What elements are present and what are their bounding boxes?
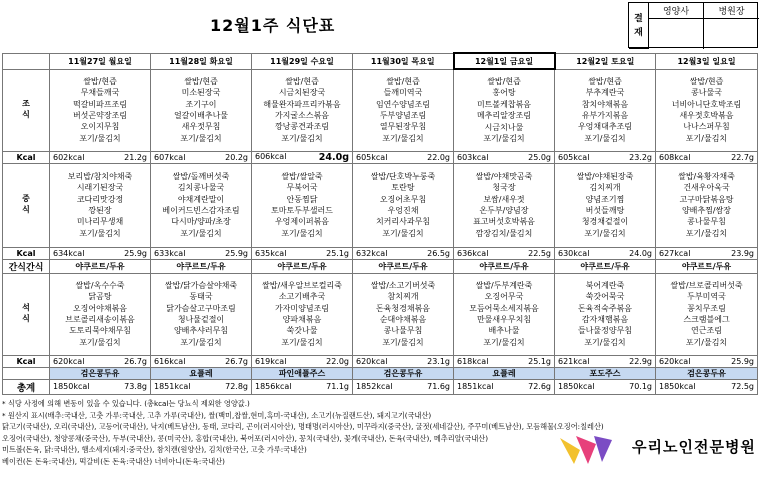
kcal-value: 603kcal (457, 152, 489, 162)
kcal-value: 618kcal (457, 356, 489, 366)
menu-item: 들나물정양무침 (577, 326, 633, 336)
hospital-logo-icon (556, 432, 626, 468)
menu-item: 토란탕 (391, 183, 415, 193)
protein-value: 25.1g (528, 356, 551, 366)
menu-item: 새우젓무침 (181, 122, 221, 132)
kcal-cell (50, 355, 151, 367)
total-protein: 72.5g (731, 382, 754, 391)
hospital-logo (556, 430, 756, 470)
kcal-value: 636kcal (457, 248, 489, 258)
menu-item: 우엉채대추조림 (577, 122, 633, 132)
approval-sign-dietitian[interactable] (649, 19, 704, 49)
protein-value: 22.5g (528, 248, 551, 258)
kcal-label: Kcal (3, 247, 50, 259)
menu-item: 오이지무침 (80, 122, 120, 132)
menu-item: 오징어무국 (484, 292, 524, 302)
approval-sign-director[interactable] (704, 19, 759, 49)
breakfast-cell (252, 69, 353, 151)
menu-item: 보리밥/참치야채죽 (67, 171, 133, 181)
total-kcal: 1851kcal (154, 382, 191, 391)
drink-cell: 포도주스 (555, 367, 656, 379)
total-cell (454, 379, 555, 394)
total-kcal: 1856kcal (255, 382, 292, 391)
kcal-value: 632kcal (356, 248, 388, 258)
day-header: 11월29일 수요일 (252, 53, 353, 69)
total-cell (50, 379, 151, 394)
protein-value: 25.9g (731, 356, 754, 366)
dinner-cell (151, 273, 252, 355)
menu-item: 포기/물김치 (79, 228, 121, 238)
dinner-label: 석식 (3, 273, 50, 355)
breakfast-cell (454, 69, 555, 151)
menu-item: 버섯들깨탕 (585, 206, 625, 215)
protein-value: 25.0g (528, 152, 551, 162)
protein-value: 26.5g (427, 248, 450, 258)
menu-item: 무북어국 (286, 183, 318, 193)
menu-item: 포기/물김치 (281, 337, 323, 347)
menu-item: 떡갈비파프조림 (72, 99, 128, 109)
menu-item: 포기/물김치 (79, 337, 121, 347)
protein-value: 21.2g (124, 152, 147, 162)
total-cell (555, 379, 656, 394)
drink-cell: 파인애플주스 (252, 367, 353, 379)
kcal-value: 602kcal (53, 152, 85, 162)
footnote-line: * 식당 사정에 의해 변동이 있을 수 있습니다. (총kcal는 당뇨식 제외한 영양값.) (2, 399, 250, 408)
menu-item: 쌀밥/현즙 (83, 76, 117, 86)
menu-item: 돈육적숙주볶음 (577, 303, 633, 313)
protein-value: 23.9g (731, 248, 754, 258)
protein-value: 26.7g (225, 356, 248, 366)
menu-item: 쌀밥/현즙 (386, 76, 420, 86)
lunch-cell (454, 163, 555, 247)
total-kcal: 1850kcal (659, 382, 696, 391)
breakfast-cell (555, 69, 656, 151)
kcal-value: 620kcal (659, 356, 691, 366)
day-header: 12월3일 일요일 (656, 53, 758, 69)
menu-item: 미소된장국 (181, 88, 221, 98)
hospital-name: 우리노인전문병원 (632, 438, 756, 456)
kcal-cell (151, 355, 252, 367)
menu-item: 쌀밥/야채된장죽 (576, 171, 634, 181)
total-label: 총계 (3, 379, 50, 394)
kcal-cell (656, 151, 758, 163)
menu-item: 오징어초무침 (379, 194, 427, 204)
menu-item: 만물새우무치침 (476, 315, 532, 324)
breakfast-label: 조식 (3, 69, 50, 151)
total-cell (151, 379, 252, 394)
menu-item: 깡낭콩견과조림 (274, 122, 330, 132)
drink-cell: 검은콩두유 (656, 367, 758, 379)
footnote-line: * 원산지 표시(배추:국내산, 고춧 가루:국내산, 고추 가루(국내산), 쌀(백미,찹쌀,현미,흑미-국내산), 소고기(뉴질랜드산), 돼지고기(국내산) (2, 410, 432, 420)
protein-value: 24.0g (629, 248, 652, 258)
approval-label-top: 결 (634, 13, 643, 24)
lunch-cell (555, 163, 656, 247)
protein-value: 25.1g (326, 248, 349, 258)
kcal-cell (454, 355, 555, 367)
protein-value: 24.0g (318, 151, 349, 163)
menu-item: 쌀밥/야채맛곰죽 (475, 171, 533, 181)
snack-row (3, 259, 758, 273)
kcal-value: 633kcal (154, 248, 186, 258)
breakfast-cell (151, 69, 252, 151)
kcal-value: 608kcal (659, 152, 691, 162)
menu-item: 쌀밥/옥수수죽 (75, 280, 125, 290)
menu-item: 소고기배추국 (278, 292, 326, 302)
snack-cell: 야쿠르트/두유 (656, 259, 758, 273)
kcal-value: 605kcal (558, 152, 590, 162)
protein-value: 25.9g (225, 248, 248, 258)
kcal-cell (353, 355, 454, 367)
menu-item: 배추나물 (488, 326, 520, 336)
snack-cell: 야쿠르트/두유 (252, 259, 353, 273)
menu-item: 얼갈이배추나물 (173, 111, 229, 120)
lunch-row (3, 163, 758, 247)
protein-value: 22.0g (427, 152, 450, 162)
breakfast_kcal-row (3, 151, 758, 163)
menu-item: 미트볼케찹볶음 (476, 99, 532, 109)
menu-item: 쌀밥/단호박누룽죽 (370, 171, 436, 181)
menu-item: 브로콜리새송이볶음 (65, 315, 135, 324)
kcal-cell (252, 355, 353, 367)
kcal-cell (252, 247, 353, 259)
total-kcal: 1852kcal (356, 382, 393, 391)
menu-item: 포기/물김치 (483, 337, 525, 347)
menu-item: 쌀밥/현즙 (184, 76, 218, 86)
total-protein: 71.1g (326, 382, 349, 391)
lunch-label: 중식 (3, 163, 50, 247)
kcal-value: 621kcal (558, 356, 590, 366)
menu-item: 양배추샤러무침 (173, 326, 229, 336)
snack-cell: 야쿠르트/두유 (353, 259, 454, 273)
menu-item: 해물완자파프리카볶음 (263, 99, 341, 109)
menu-item: 쌀밥/현즙 (487, 77, 521, 87)
menu-item: 스크램블에그 (683, 315, 730, 324)
menu-item: 포기/물김치 (281, 133, 323, 143)
menu-item: 포기/물김치 (180, 337, 222, 347)
menu-item: 토마토두부샐러드 (271, 206, 333, 215)
menu-item: 포기/물김치 (685, 133, 728, 143)
total-cell (252, 379, 353, 394)
breakfast-row (3, 69, 758, 151)
menu-item: 깜장김치/물김치 (475, 228, 533, 238)
menu-item: 연근조림 (691, 326, 722, 336)
kcal-cell (555, 151, 656, 163)
breakfast-cell (656, 69, 758, 151)
menu-item: 쌀밥/소고기버섯죽 (370, 280, 436, 290)
menu-item: 쌀밥/브로콜리버섯죽 (670, 280, 743, 290)
lunch-cell (151, 163, 252, 247)
menu-item: 홍어탕 (492, 88, 516, 98)
menu-item: 청경채겉절이 (581, 217, 629, 227)
menu-item: 감자채햄볶음 (581, 315, 629, 324)
protein-value: 22.9g (629, 356, 652, 366)
footnote-line: 오징어(국내산), 청양콩채(중국산), 두부(국내산), 콩(미국산), 홍합(국내산), 북어포(러시아산), 꽁치(국내산), 꽃게(국내산), 돈육(국내산), 메추리알(국내산) (2, 433, 489, 443)
lunch-cell (656, 163, 758, 247)
total-protein: 72.8g (225, 382, 248, 391)
lunch-cell (353, 163, 454, 247)
menu-item: 나나스퍼무침 (683, 122, 730, 132)
menu-item: 콩나물무침 (687, 217, 726, 227)
dinner-cell (555, 273, 656, 355)
menu-table (2, 52, 758, 395)
menu-item: 보쌈/새우젓 (483, 194, 525, 204)
total-protein: 73.8g (124, 382, 147, 391)
menu-item: 쌀밥/닭가슴살야채죽 (164, 280, 238, 290)
menu-item: 양파채볶음 (282, 315, 322, 324)
menu-item: 포기/물김치 (685, 337, 728, 347)
menu-item: 건새우아욱국 (683, 183, 730, 193)
menu-item: 김치찌개 (589, 183, 621, 193)
menu-item: 다시마/양파/초장 (171, 217, 231, 227)
dinner_kcal-row (3, 355, 758, 367)
approval-label-bottom: 재 (634, 27, 643, 38)
menu-item: 콩나물무침 (383, 326, 423, 336)
menu-item: 무채들깨국 (80, 88, 120, 98)
approval-col-director: 병원장 (704, 3, 759, 19)
drink-cell: 검은콩두유 (50, 367, 151, 379)
menu-item: 쌀밥/쌀알죽 (281, 171, 323, 181)
dinner-row (3, 273, 758, 355)
menu-item: 동태국 (189, 292, 213, 302)
menu-item: 안동찜닭 (286, 194, 318, 204)
menu-item: 두부양념조림 (379, 111, 427, 120)
menu-item: 쌀밥/현즙 (689, 76, 724, 86)
menu-item: 꽁치무조림 (687, 303, 726, 313)
menu-item: 포기/물김치 (584, 337, 626, 347)
menu-item: 오징어야채볶음 (72, 303, 128, 313)
menu-item: 열무된장무침 (379, 122, 427, 132)
lunch_kcal-row (3, 247, 758, 259)
menu-item: 포기/물김치 (79, 133, 121, 143)
menu-item: 부추계란국 (585, 88, 625, 98)
protein-value: 23.1g (427, 356, 450, 366)
menu-item: 새우젓호박볶음 (679, 111, 734, 120)
kcal-cell (50, 151, 151, 163)
kcal-cell (454, 151, 555, 163)
kcal-value: 620kcal (356, 356, 388, 366)
day-header: 12월2일 토요일 (555, 53, 656, 69)
kcal-cell (252, 151, 353, 163)
dinner-cell (454, 273, 555, 355)
protein-value: 25.9g (124, 248, 147, 258)
dinner-cell (252, 273, 353, 355)
menu-item: 우엉제이퍼볶음 (274, 217, 330, 227)
menu-item: 포기/물김치 (483, 134, 525, 144)
kcal-value: 619kcal (255, 356, 287, 366)
day-header: 11월30일 목요일 (353, 53, 454, 69)
protein-value: 23.2g (629, 152, 652, 162)
menu-item: 북어계란죽 (585, 280, 625, 290)
menu-item: 유부가지볶음 (581, 111, 629, 120)
menu-item: 쑥갓나물 (286, 326, 318, 336)
approval-col-dietitian: 영양사 (649, 3, 704, 19)
breakfast-cell (50, 69, 151, 151)
kcal-cell (656, 355, 758, 367)
day-header: 11월27일 월요일 (50, 53, 151, 69)
total-kcal: 1851kcal (457, 382, 494, 391)
footnote-line: 닭고기(국내산), 오리(국내산), 고등어(국내산), 낙지(베트남산), 동태, 코다리, 곤이(러시아산), 명태명(러시아산), 미꾸라지(중국산), 굴젓(세네갈산), 주꾸미(베트남산), 모듬해물(오징어:칠레산) (2, 422, 604, 432)
menu-item: 야채계란말이 (177, 194, 225, 204)
menu-item: 포기/물김치 (281, 228, 323, 238)
total-protein: 72.6g (528, 382, 551, 391)
menu-item: 쌀밥/두부계란죽 (475, 280, 533, 290)
menu-item: 시금치된장국 (278, 88, 326, 98)
kcal-value: 607kcal (154, 152, 186, 162)
day-header: 11월28일 화요일 (151, 53, 252, 69)
menu-item: 깡된장 (88, 206, 112, 215)
drink-row (3, 367, 758, 379)
total-kcal: 1850kcal (558, 382, 595, 391)
kcal-cell (353, 151, 454, 163)
menu-item: 들깨미역국 (383, 88, 423, 98)
menu-item: 포기/물김치 (382, 133, 424, 143)
kcal-value: 620kcal (53, 356, 85, 366)
kcal-value: 616kcal (154, 356, 186, 366)
menu-item: 양념조기찜 (585, 194, 625, 204)
kcal-label: Kcal (3, 355, 50, 367)
menu-item: 쑥갓어묵국 (585, 292, 625, 302)
day-header-row (3, 53, 758, 69)
kcal-cell (151, 247, 252, 259)
menu-item: 순대야채볶음 (379, 315, 427, 324)
menu-item: 포기/물김치 (584, 228, 626, 238)
footnotes (2, 398, 604, 468)
kcal-value: 605kcal (356, 152, 388, 162)
menu-item: 참치야채볶음 (581, 99, 629, 109)
menu-item: 시금치나물 (484, 122, 524, 132)
drink-cell: 요플레 (151, 367, 252, 379)
menu-item: 포기/물김치 (180, 228, 222, 238)
menu-item: 메추리알장조림 (476, 111, 532, 121)
menu-item: 참치찌개 (387, 292, 419, 302)
menu-item: 양배추찜/쌈장 (681, 206, 732, 215)
kcal-cell (50, 247, 151, 259)
lunch-cell (252, 163, 353, 247)
day-header: 12월1일 금요일 (454, 53, 555, 69)
kcal-value: 630kcal (558, 248, 590, 258)
snack-cell: 야쿠르트/두유 (50, 259, 151, 273)
footnote-line: 베이컨(돈 돈육:국내산), 떡갈비(돈 돈육:국내산) 너비아니(돈육:국내산) (2, 456, 225, 466)
menu-item: 도토리묵야채무침 (69, 326, 131, 336)
kcal-cell (454, 247, 555, 259)
total-protein: 70.1g (629, 382, 652, 391)
total-kcal: 1850kcal (53, 382, 90, 391)
approval-label (629, 3, 649, 49)
breakfast-cell (353, 69, 454, 151)
menu-item: 베이커드빈스감자조림 (162, 206, 240, 215)
menu-item: 김치콩나물국 (177, 183, 225, 193)
menu-item: 표고버섯호박볶음 (473, 217, 535, 227)
menu-item: 쌀밥/새우알브로컬리죽 (262, 280, 342, 290)
menu-item: 청국장 (492, 183, 516, 193)
dinner-cell (353, 273, 454, 355)
kcal-cell (353, 247, 454, 259)
kcal-cell (555, 355, 656, 367)
menu-item: 닭가슴살고구마조림 (166, 303, 236, 313)
menu-item: 포기/물김치 (180, 133, 222, 143)
menu-item: 닭곰탕 (88, 292, 112, 302)
menu-item: 포기/물김치 (382, 228, 424, 238)
kcal-label: Kcal (3, 151, 50, 163)
total-cell (656, 379, 758, 394)
drink-cell: 요플레 (454, 367, 555, 379)
menu-item: 가자미양념조림 (274, 303, 330, 313)
menu-item: 시래기된장국 (76, 183, 124, 193)
snack-cell: 야쿠르트/두유 (555, 259, 656, 273)
kcal-cell (555, 247, 656, 259)
menu-item: 임연수양념조림 (375, 99, 431, 109)
menu-item: 조기구이 (185, 99, 217, 109)
protein-value: 22.7g (731, 152, 754, 162)
dinner-cell (656, 273, 758, 355)
dinner-cell (50, 273, 151, 355)
corner-cell (3, 53, 50, 69)
kcal-value: 634kcal (53, 248, 85, 258)
menu-item: 코다리맛강정 (76, 194, 124, 204)
menu-item: 쌀밥/육황자채죽 (678, 171, 735, 181)
snack-cell: 야쿠르트/두유 (151, 259, 252, 273)
menu-item: 쌀밥/현즙 (285, 76, 319, 86)
page-title: 12월1주 식단표 (210, 16, 336, 35)
menu-item: 치커리사과무침 (375, 217, 431, 227)
total-cell (353, 379, 454, 394)
menu-item: 모듬어묵소세지볶음 (469, 303, 539, 313)
menu-item: 우엉진채 (387, 206, 419, 215)
drink-label (3, 367, 50, 379)
snack-label: 간식간식 (3, 259, 50, 273)
menu-item: 온두부/양념장 (479, 206, 529, 215)
approval-box (628, 2, 758, 48)
menu-item: 콩나물국 (691, 88, 722, 98)
kcal-cell (151, 151, 252, 163)
footnote-line: 미트볼(돈육, 닭:국내산), 햄소세지(돼지:중국산), 참치캔(원양산), 김치(한국산, 고춧 가루:국내산) (2, 445, 307, 455)
menu-item: 미나리무생채 (76, 217, 124, 227)
snack-cell: 야쿠르트/두유 (454, 259, 555, 273)
menu-item: 가지굴소스볶음 (274, 111, 330, 120)
menu-item: 고구마닭볶음탕 (679, 194, 734, 204)
menu-item: 쌀밥/돌깨버섯죽 (172, 171, 230, 181)
header (0, 0, 759, 52)
menu-item: 쌀밥/현즙 (588, 76, 622, 86)
menu-item: 포기/물김치 (382, 337, 424, 347)
drink-cell: 검은콩두유 (353, 367, 454, 379)
protein-value: 20.2g (225, 152, 248, 162)
protein-value: 22.0g (326, 356, 349, 366)
kcal-value: 635kcal (255, 248, 287, 258)
kcal-cell (656, 247, 758, 259)
menu-item: 너비아니단호박조림 (671, 99, 742, 109)
total-row (3, 379, 758, 394)
menu-item: 포기/물김치 (685, 228, 728, 238)
total-protein: 71.6g (427, 382, 450, 391)
menu-item: 청나물겉절이 (177, 315, 225, 324)
kcal-value: 606kcal (255, 151, 287, 161)
protein-value: 26.7g (124, 356, 147, 366)
kcal-value: 627kcal (659, 248, 691, 258)
menu-item: 두부미역국 (687, 292, 726, 302)
lunch-cell (50, 163, 151, 247)
menu-item: 버섯곤약장조림 (72, 111, 128, 120)
menu-item: 포기/물김치 (584, 133, 626, 143)
menu-item: 돈육청경채볶음 (375, 303, 431, 313)
